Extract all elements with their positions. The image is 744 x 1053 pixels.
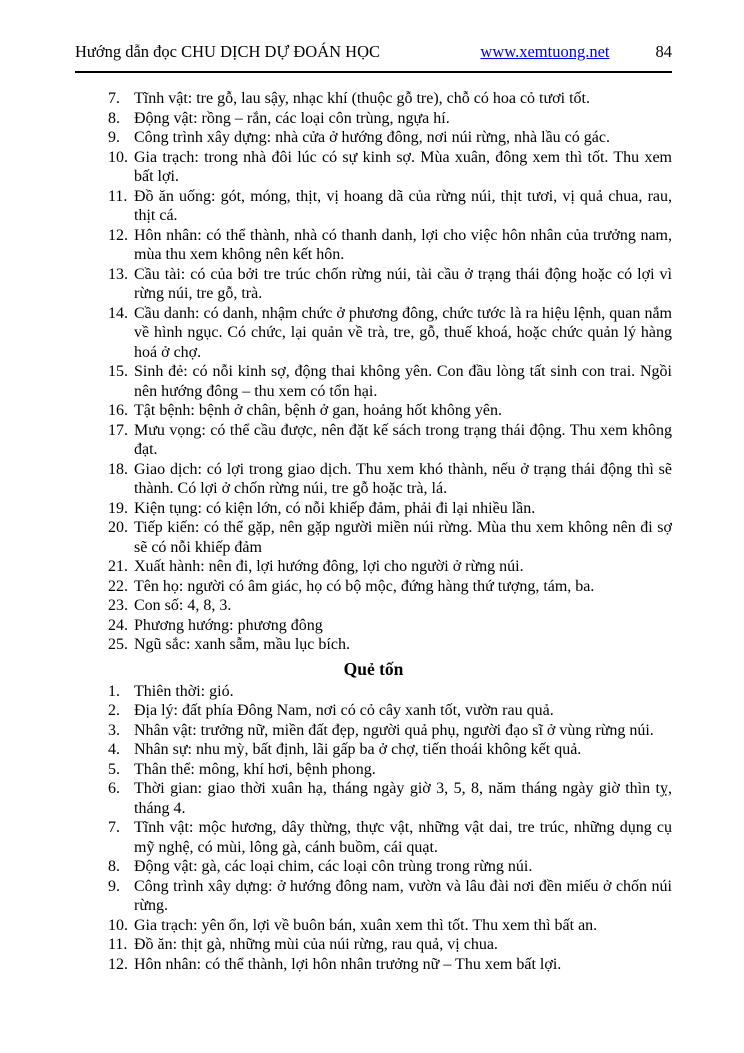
item-number: 13. bbox=[108, 265, 128, 283]
item-text: Cầu tài: có của bởi tre trúc chốn rừng núi, tài cầu ở trạng thái động hoặc có lợi vì rừng núi, tre gỗ, trà. bbox=[134, 265, 672, 302]
item-number: 15. bbox=[108, 363, 128, 380]
item-number: 9. bbox=[108, 129, 120, 146]
item-number: 7. bbox=[108, 90, 120, 107]
item-text: Xuất hành: nên đi, lợi hướng đông, lợi cho người ở rừng núi. bbox=[134, 558, 524, 575]
page-content bbox=[75, 89, 672, 974]
numbered-list-section-2 bbox=[75, 682, 672, 975]
list-item bbox=[75, 304, 672, 363]
item-number: 2. bbox=[108, 702, 120, 719]
item-text: Động vật: rồng – rắn, các loại côn trùng, ngựa hí. bbox=[134, 109, 450, 127]
list-item bbox=[75, 187, 672, 226]
item-number: 4. bbox=[108, 741, 120, 758]
list-item bbox=[75, 128, 672, 148]
item-text: Nhân vật: trưởng nữ, miền đất đẹp, người quả phụ, người đạo sĩ ở vùng rừng núi. bbox=[134, 721, 654, 739]
item-number: 25. bbox=[108, 636, 128, 653]
list-item bbox=[75, 877, 672, 916]
list-item bbox=[75, 916, 672, 936]
list-item bbox=[75, 955, 672, 975]
item-text: Nhân sự: nhu mỳ, bất định, lãi gấp ba ở chợ, tiến thoái không kết quả. bbox=[134, 741, 582, 758]
item-number: 17. bbox=[108, 421, 128, 439]
list-item bbox=[75, 818, 672, 857]
item-number: 6. bbox=[108, 780, 120, 797]
item-text: Động vật: gà, các loại chim, các loại côn trùng trong rừng núi. bbox=[134, 858, 533, 875]
item-text: Gia trạch: yên ổn, lợi về buôn bán, xuân xem thì tốt. Thu xem thì bất an. bbox=[134, 916, 598, 934]
item-number: 16. bbox=[108, 402, 128, 419]
list-item bbox=[75, 518, 672, 557]
item-text: Thiên thời: gió. bbox=[134, 682, 234, 700]
item-text: Hôn nhân: có thể thành, lợi hôn nhân trưởng nữ – Thu xem bất lợi. bbox=[134, 955, 562, 973]
page-header bbox=[75, 42, 672, 62]
list-item bbox=[75, 616, 672, 636]
list-item bbox=[75, 226, 672, 265]
item-number: 5. bbox=[108, 760, 120, 778]
numbered-list-section-1 bbox=[75, 89, 672, 655]
item-text: Đồ ăn uống: gót, móng, thịt, vị hoang dã của rừng núi, thịt tươi, vị quả chua, rau, thịt cá. bbox=[134, 187, 672, 224]
item-number: 12. bbox=[108, 955, 128, 973]
list-item bbox=[75, 577, 672, 597]
list-item bbox=[75, 499, 672, 519]
list-item bbox=[75, 401, 672, 421]
list-item bbox=[75, 362, 672, 401]
item-text: Tên họ: người có âm giác, họ có bộ mộc, đứng hàng thứ tượng, tám, ba. bbox=[134, 577, 595, 595]
item-number: 18. bbox=[108, 460, 128, 478]
list-item bbox=[75, 701, 672, 721]
item-number: 7. bbox=[108, 819, 120, 836]
list-item bbox=[75, 779, 672, 818]
list-item bbox=[75, 265, 672, 304]
item-text: Công trình xây dựng: ở hướng đông nam, vườn và lâu đài nơi đền miếu ở chốn núi rừng. bbox=[134, 877, 672, 914]
header-link[interactable]: www.xemtuong.net bbox=[480, 42, 610, 61]
item-number: 24. bbox=[108, 616, 128, 634]
item-number: 14. bbox=[108, 304, 128, 322]
list-item bbox=[75, 721, 672, 741]
list-item bbox=[75, 89, 672, 109]
item-number: 12. bbox=[108, 226, 128, 244]
item-text: Cầu danh: có danh, nhậm chức ở phương đông, chức tước là ra hiệu lệnh, quan nắm về hình ngục. Có chức, lại quản về trà, tre, gỗ, thuế khoá, hoặc chức quản lý hàng hoá ở chợ. bbox=[134, 304, 672, 361]
item-text: Ngũ sắc: xanh sẫm, mầu lục bích. bbox=[134, 636, 350, 653]
item-number: 3. bbox=[108, 721, 120, 739]
item-text: Sinh đẻ: có nỗi kinh sợ, động thai không yên. Con đầu lòng tất sinh con trai. Ngồi nên hướng đông – thu xem có tổn hại. bbox=[134, 363, 672, 400]
list-item bbox=[75, 682, 672, 702]
header-divider bbox=[75, 71, 672, 73]
list-item bbox=[75, 740, 672, 760]
list-item bbox=[75, 935, 672, 955]
item-text: Tĩnh vật: tre gỗ, lau sậy, nhạc khí (thuộc gỗ tre), chỗ có hoa cỏ tươi tốt. bbox=[134, 90, 590, 107]
item-text: Gia trạch: trong nhà đôi lúc có sự kinh sợ. Mùa xuân, đông xem thì tốt. Thu xem bất lợi. bbox=[134, 148, 672, 185]
item-text: Tiếp kiến: có thể gặp, nên gặp người miền núi rừng. Mùa thu xem không nên đi sợ sẽ có nỗi khiếp đảm bbox=[134, 519, 672, 556]
item-number: 8. bbox=[108, 109, 120, 127]
item-text: Công trình xây dựng: nhà cửa ở hướng đông, nơi núi rừng, nhà lầu có gác. bbox=[134, 129, 610, 146]
header-title: Hướng dẫn đọc CHU DỊCH DỰ ĐOÁN HỌC bbox=[75, 42, 380, 61]
item-text: Thời gian: giao thời xuân hạ, tháng ngày giờ 3, 5, 8, năm tháng ngày giờ thìn tỵ, tháng 4. bbox=[134, 780, 672, 817]
item-number: 19. bbox=[108, 499, 128, 517]
item-number: 8. bbox=[108, 858, 120, 875]
item-text: Kiện tụng: có kiện lớn, có nỗi khiếp đảm, phải đi lại nhiều lần. bbox=[134, 499, 536, 517]
item-text: Tật bệnh: bệnh ở chân, bệnh ở gan, hoảng hốt không yên. bbox=[134, 402, 502, 419]
list-item bbox=[75, 857, 672, 877]
item-number: 10. bbox=[108, 148, 128, 166]
item-text: Địa lý: đất phía Đông Nam, nơi có cỏ cây xanh tốt, vườn rau quả. bbox=[134, 702, 554, 719]
item-text: Tĩnh vật: mộc hương, dây thừng, thực vật, những vật dai, tre trúc, những dụng cụ mỹ nghệ, có mùi, lông gà, cánh buồm, cái quạt. bbox=[134, 819, 672, 856]
list-item bbox=[75, 148, 672, 187]
list-item bbox=[75, 635, 672, 655]
list-item bbox=[75, 760, 672, 780]
list-item bbox=[75, 460, 672, 499]
item-text: Giao dịch: có lợi trong giao dịch. Thu xem khó thành, nếu ở trạng thái động thì sẽ thành. Có lợi ở chốn rừng núi, tre gỗ hoặc trà, lá. bbox=[134, 460, 672, 497]
section-heading: Quẻ tốn bbox=[343, 658, 404, 679]
list-item bbox=[75, 557, 672, 577]
item-text: Đồ ăn: thịt gà, những mùi của núi rừng, rau quả, vị chua. bbox=[134, 936, 498, 953]
item-number: 23. bbox=[108, 597, 128, 614]
item-number: 22. bbox=[108, 577, 128, 595]
item-number: 21. bbox=[108, 558, 128, 575]
item-number: 9. bbox=[108, 877, 120, 895]
list-item bbox=[75, 109, 672, 129]
item-number: 11. bbox=[108, 936, 128, 953]
item-text: Phương hướng: phương đông bbox=[134, 616, 323, 634]
item-number: 11. bbox=[108, 187, 128, 205]
item-text: Con số: 4, 8, 3. bbox=[134, 597, 232, 614]
item-text: Thân thể: mông, khí hơi, bệnh phong. bbox=[134, 760, 376, 778]
item-text: Hôn nhân: có thể thành, nhà có thanh danh, lợi cho việc hôn nhân của trưởng nam, mùa thu xem không nên kết hôn. bbox=[134, 226, 672, 263]
item-number: 10. bbox=[108, 916, 128, 934]
item-number: 20. bbox=[108, 519, 128, 536]
item-number: 1. bbox=[108, 682, 120, 700]
list-item bbox=[75, 421, 672, 460]
list-item bbox=[75, 596, 672, 616]
item-text: Mưu vọng: có thể cầu được, nên đặt kế sách trong trạng thái động. Thu xem không đạt. bbox=[134, 421, 672, 458]
page-number: 84 bbox=[655, 42, 672, 61]
